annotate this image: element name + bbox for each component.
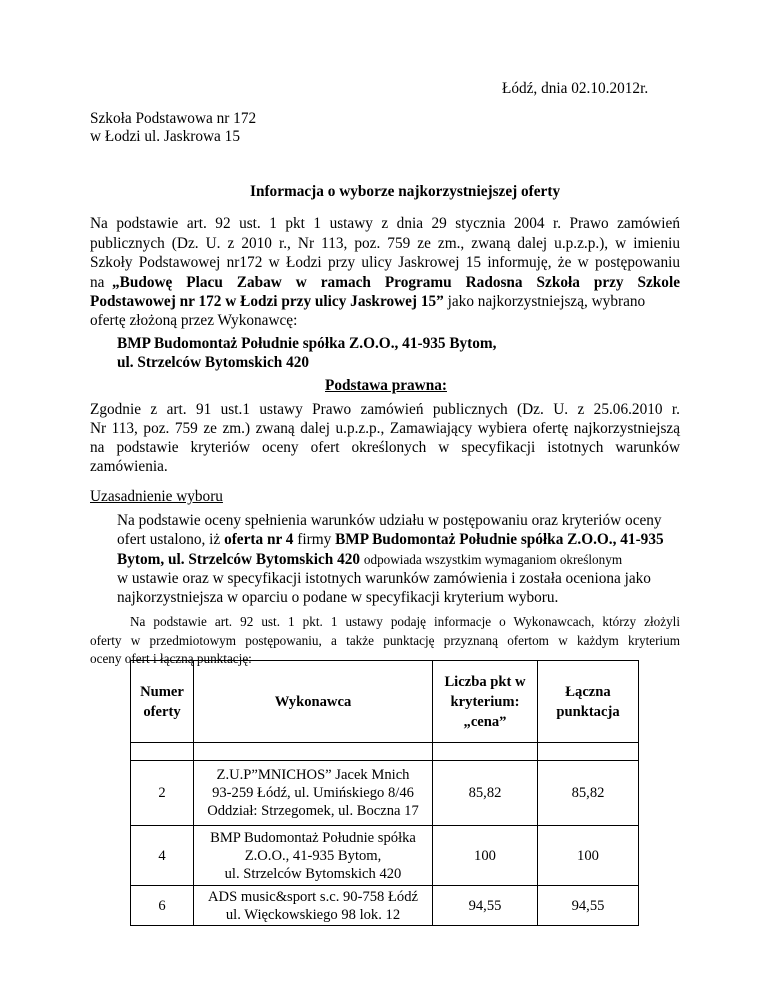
justification-text: odpowiada wszystkim wymaganiom określonym bbox=[363, 552, 623, 567]
winner-name: BMP Budomontaż Południe spółka Z.O.O., 41-935 Bytom, bbox=[117, 335, 497, 352]
document-title: Informacja o wyborze najkorzystniejszej oferty bbox=[250, 183, 561, 200]
legal-basis-line: Nr 113, poz. 759 ze zm.) zwaną dalej u.p.z.p., Zamawiający wybiera ofertę najkorzystniejszą bbox=[90, 420, 680, 437]
legal-basis-line: Zgodnie z art. 91 ust.1 ustawy Prawo zamówień publicznych (Dz. U. z 25.06.2010 r. bbox=[90, 401, 680, 418]
justification-line: Na podstawie oceny spełnienia warunków udziału w postępowaniu oraz kryteriów oceny bbox=[117, 512, 662, 529]
offers-info-line: oferty w przedmiotowym postępowaniu, a także punktację przyznaną ofertom w każdym kryterium bbox=[90, 633, 680, 648]
intro-line: ofertę złożoną przez Wykonawcę: bbox=[90, 312, 298, 329]
offer-number-cell: 2 bbox=[131, 761, 194, 826]
table-spacer-row bbox=[131, 743, 639, 761]
offer-number-cell: 6 bbox=[131, 886, 194, 926]
intro-prefix: na bbox=[90, 274, 105, 291]
legal-basis-heading: Podstawa prawna: bbox=[325, 377, 447, 394]
project-title: „Budowę Placu Zabaw w ramach Programu Radosna Szkoła przy Szkole bbox=[112, 274, 680, 291]
total-score-cell: 94,55 bbox=[538, 886, 639, 926]
winner-address: ul. Strzelców Bytomskich 420 bbox=[117, 354, 310, 371]
table-header-row bbox=[131, 661, 639, 743]
legal-basis-line: zamówienia. bbox=[90, 458, 168, 475]
results-table bbox=[130, 660, 639, 926]
intro-line bbox=[90, 293, 645, 311]
winner-address-inline: Bytom, ul. Strzelców Bytomskich 420 bbox=[117, 551, 361, 568]
header-offer-number: Numer oferty bbox=[131, 661, 194, 743]
intro-line bbox=[90, 274, 680, 292]
project-title-cont: Podstawowej nr 172 w Łodzi przy ulicy Jaskrowej 15” bbox=[90, 293, 444, 310]
table-row bbox=[131, 886, 639, 926]
contractor-cell: ADS music&sport s.c. 90-758 Łódź ul. Więckowskiego 98 lok. 12 bbox=[194, 886, 433, 926]
criterion-score-cell: 100 bbox=[433, 826, 538, 886]
criterion-score-cell: 85,82 bbox=[433, 761, 538, 826]
intro-line: Szkoły Podstawowej nr172 w Łodzi przy ulicy Jaskrowej 15 informuję, że w postępowaniu bbox=[90, 254, 680, 271]
contractor-cell: Z.U.P”MNICHOS” Jacek Mnich 93-259 Łódź, ul. Umińskiego 8/46 Oddział: Strzegomek, ul. Boczna 17 bbox=[194, 761, 433, 826]
offer-number-cell: 4 bbox=[131, 826, 194, 886]
winner-name-inline: BMP Budomontaż Południe spółka Z.O.O., 41-935 bbox=[335, 531, 664, 548]
justification-heading: Uzasadnienie wyboru bbox=[90, 488, 223, 505]
offers-info-line: Na podstawie art. 92 ust. 1 pkt. 1 ustawy podaję informacje o Wykonawcach, którzy złożyli bbox=[130, 614, 680, 629]
justification-text: ofert ustalono, iż bbox=[117, 531, 221, 548]
table-row bbox=[131, 826, 639, 886]
offer-number: oferta nr 4 bbox=[224, 531, 294, 548]
intro-line: Na podstawie art. 92 ust. 1 pkt 1 ustawy z dnia 29 stycznia 2004 r. Prawo zamówień bbox=[90, 215, 680, 232]
document-date: Łódź, dnia 02.10.2012r. bbox=[502, 80, 649, 97]
school-name: Szkoła Podstawowa nr 172 bbox=[90, 110, 257, 127]
justification-line bbox=[117, 531, 664, 549]
justification-text: firmy bbox=[297, 531, 332, 548]
intro-text: jako najkorzystniejszą, wybrano bbox=[447, 293, 646, 310]
intro-line: publicznych (Dz. U. z 2010 r., Nr 113, poz. 759 ze zm., zwaną dalej u.p.z.p.), w imieniu bbox=[90, 235, 680, 252]
criterion-score-cell: 94,55 bbox=[433, 886, 538, 926]
header-contractor: Wykonawca bbox=[194, 661, 433, 743]
school-address: w Łodzi ul. Jaskrowa 15 bbox=[90, 128, 240, 145]
justification-line bbox=[117, 551, 622, 569]
justification-line: w ustawie oraz w specyfikacji istotnych warunków zamówienia i została oceniona jako bbox=[117, 570, 651, 587]
offers-info-line: oceny ofert i łączną punktację: bbox=[90, 651, 252, 666]
legal-basis-line: na podstawie kryteriów oceny ofert określonych w specyfikacji istotnych warunków bbox=[90, 439, 680, 456]
total-score-cell: 100 bbox=[538, 826, 639, 886]
total-score-cell: 85,82 bbox=[538, 761, 639, 826]
header-total: Łączna punktacja bbox=[538, 661, 639, 743]
table-row bbox=[131, 761, 639, 826]
contractor-cell: BMP Budomontaż Południe spółka Z.O.O., 41-935 Bytom, ul. Strzelców Bytomskich 420 bbox=[194, 826, 433, 886]
justification-line: najkorzystniejsza w oparciu o podane w specyfikacji kryterium wyboru. bbox=[117, 589, 559, 606]
header-price-criterion: Liczba pkt w kryterium: „cena” bbox=[433, 661, 538, 743]
